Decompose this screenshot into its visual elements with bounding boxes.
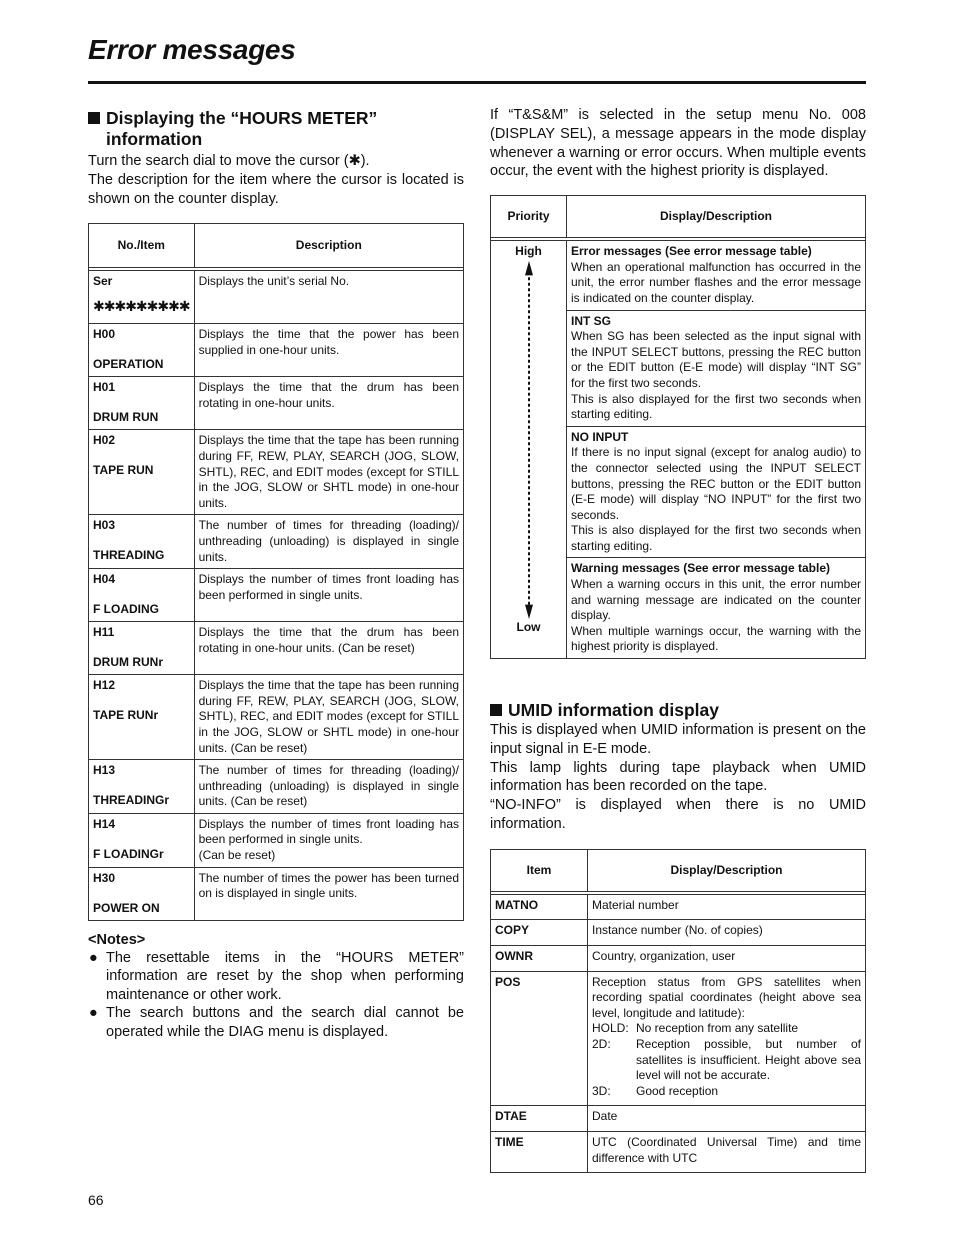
- priority-item-title: Error messages (See error message table): [571, 244, 812, 259]
- description-text: Displays the number of times front loading has been performed in single units.: [198, 816, 459, 847]
- item-name: TAPE RUN: [93, 463, 154, 478]
- umid-description-text: Country, organization, user: [592, 949, 736, 963]
- col-header-no-item: No./Item: [89, 224, 195, 268]
- item-cell: [89, 675, 195, 760]
- table-row: [491, 946, 866, 972]
- col-header-priority: Priority: [491, 196, 567, 238]
- notes: [88, 931, 464, 1042]
- gps-status-value: Reception possible, but number of satellites is insufficient. Height above sea level will not be accurate.: [636, 1036, 861, 1083]
- item-number: H11: [93, 625, 115, 640]
- item-number: H00: [93, 327, 116, 342]
- table-row: [89, 515, 464, 569]
- umid-description-cell: [588, 1106, 866, 1132]
- umid-heading-text: UMID information display: [508, 700, 719, 721]
- priority-item-text: When a warning occurs in this unit, the error number and warning message are indicated on the counter display.: [571, 577, 861, 623]
- item-name: POWER ON: [93, 900, 160, 915]
- item-name: THREADING: [93, 548, 165, 563]
- table-row: [89, 813, 464, 867]
- gps-status-key: 2D:: [592, 1036, 611, 1051]
- title-rule: [88, 81, 866, 84]
- table-row: [89, 430, 464, 515]
- priority-item-title: NO INPUT: [571, 429, 629, 444]
- description-cell: [194, 622, 463, 675]
- item-name: TAPE RUNr: [93, 708, 159, 723]
- item-number: H04: [93, 572, 116, 587]
- umid-heading: [490, 700, 866, 721]
- note-item: [88, 949, 464, 1005]
- table-row: [491, 241, 866, 310]
- umid-table: [490, 849, 866, 1173]
- table-row: [89, 569, 464, 622]
- description-cell: [194, 271, 463, 324]
- item-cell: [89, 622, 195, 675]
- table-row: [89, 271, 464, 324]
- bullet-icon: ●: [89, 1005, 98, 1022]
- description-text: Displays the unit’s serial No.: [198, 274, 350, 289]
- table-row: [491, 971, 866, 1106]
- description-cell: [194, 515, 463, 569]
- umid-description-text: Reception status from GPS satellites when recording spatial coordinates (height above sea level, longitude and latitude):: [592, 974, 861, 1020]
- table-row: [89, 867, 464, 920]
- priority-item-title: INT SG: [571, 313, 612, 328]
- description-text: Displays the time that the tape has been running during FF, REW, PLAY, SEARCH (JOG, SLOW, SHTL), REC, and EDIT modes (except for STILL in the JOG, SLOW or SHTL mode) in one-hour units. (Can be reset): [198, 678, 459, 755]
- priority-item-text: If there is no input signal (except for analog audio) to the connector selected using the INPUT SELECT buttons, pressing the REC button or the EDIT button (E-E mode) will display “NO INPUT” for the first two seconds.: [571, 445, 861, 522]
- umid-p2: This lamp lights during tape playback when UMID information has been recorded on the tape.: [490, 759, 866, 795]
- umid-description-cell: [588, 920, 866, 946]
- item-cell: [89, 324, 195, 377]
- notes-title: <Notes>: [88, 931, 146, 948]
- hours-meter-table: [88, 223, 464, 920]
- description-cell: [194, 430, 463, 515]
- hours-heading-line1: Displaying the “HOURS METER”: [106, 108, 378, 128]
- item-number: H13: [93, 763, 116, 778]
- hours-intro-2: The description for the item where the cursor is located is shown on the counter display.: [88, 171, 464, 207]
- item-cell: [89, 430, 195, 515]
- table-row: [89, 622, 464, 675]
- table-row: [491, 920, 866, 946]
- table-row: [89, 324, 464, 377]
- col-header-display-description: Display/Description: [567, 196, 866, 238]
- umid-description-cell: [588, 971, 866, 1106]
- umid-item-cell: COPY: [491, 920, 588, 946]
- item-cell: [89, 813, 195, 867]
- umid-p1: This is displayed when UMID information is present on the input signal in E-E mode.: [490, 722, 866, 757]
- umid-p3: “NO-INFO” is displayed when there is no UMID information.: [490, 797, 866, 833]
- item-number: Ser: [93, 274, 113, 289]
- description-text: The number of times for threading (loading)/ unthreading (unloading) is displayed in single units. (Can be reset): [198, 763, 459, 809]
- priority-arrow-icon: [522, 261, 536, 619]
- gps-status-entry: [592, 1037, 861, 1084]
- item-cell: [89, 377, 195, 430]
- item-cell: [89, 271, 195, 324]
- bullet-icon: ●: [89, 949, 98, 966]
- gps-status-value: No reception from any satellite: [636, 1021, 799, 1036]
- priority-item-text: This is also displayed for the first two seconds when starting editing.: [571, 391, 861, 422]
- item-name: ✱✱✱✱✱✱✱✱✱: [93, 298, 190, 315]
- description-text: Displays the time that the power has been supplied in one-hour units.: [198, 327, 459, 357]
- umid-item-cell: OWNR: [491, 946, 588, 972]
- hours-table-body: [89, 271, 464, 920]
- item-name: DRUM RUNr: [93, 655, 163, 670]
- gps-status-value: Good reception: [636, 1083, 719, 1098]
- col-header-item: Item: [491, 849, 588, 891]
- table-row: [89, 675, 464, 760]
- description-cell: [194, 813, 463, 867]
- priority-intro: If “T&S&M” is selected in the setup menu No. 008 (DISPLAY SEL), a message appears in the mode display whenever a warning or error occurs. When multiple events occur, the event with the highest priority is displayed.: [490, 107, 866, 180]
- priority-table-body: [491, 241, 866, 659]
- priority-table: [490, 195, 866, 659]
- umid-item-cell: POS: [491, 971, 588, 1106]
- gps-status-key: HOLD:: [592, 1021, 629, 1036]
- description-cell: [194, 569, 463, 622]
- item-number: H30: [93, 870, 116, 885]
- umid-item-cell: TIME: [491, 1131, 588, 1172]
- umid-description-text: Instance number (No. of copies): [592, 923, 763, 938]
- description-text: Displays the time that the drum has been rotating in one-hour units. (Can be reset): [198, 625, 459, 655]
- table-row: [89, 760, 464, 814]
- table-row: [491, 1131, 866, 1172]
- priority-low-label: Low: [516, 619, 541, 634]
- item-name: OPERATION: [93, 357, 164, 372]
- description-cell: [194, 867, 463, 920]
- square-bullet-icon: [88, 112, 100, 124]
- gps-status-entry: [592, 1021, 861, 1037]
- priority-item-title: Warning messages (See error message table): [571, 561, 830, 576]
- priority-scale-wrap: [491, 241, 566, 641]
- item-number: H03: [93, 518, 116, 533]
- table-row: [491, 894, 866, 920]
- gps-status-entry: [592, 1084, 861, 1100]
- item-number: H01: [93, 380, 116, 395]
- description-cell: [194, 377, 463, 430]
- item-name: DRUM RUN: [93, 410, 159, 425]
- note-item: [88, 1004, 464, 1041]
- priority-item-text: This is also displayed for the first two seconds when starting editing.: [571, 523, 861, 553]
- hours-heading-line2: information: [106, 129, 203, 149]
- square-bullet-icon: [490, 704, 502, 716]
- umid-table-body: [491, 894, 866, 1172]
- item-cell: [89, 867, 195, 920]
- umid-description-cell: [588, 946, 866, 972]
- col-header-description: Description: [194, 224, 463, 268]
- note-text: The search buttons and the search dial cannot be operated while the DIAG menu is displayed.: [106, 1005, 464, 1040]
- description-text: The number of times for threading (loading)/ unthreading (unloading) is displayed in single units.: [198, 518, 459, 564]
- description-text: The number of times the power has been turned on is displayed in single units.: [198, 870, 459, 901]
- page-title: Error messages: [88, 34, 296, 65]
- note-text: The resettable items in the “HOURS METER” information are reset by the shop when performing maintenance or other work.: [106, 949, 464, 1003]
- gps-status-key: 3D:: [592, 1083, 611, 1098]
- umid-item-cell: MATNO: [491, 894, 588, 920]
- umid-description-text: Material number: [592, 897, 679, 912]
- description-cell: [194, 760, 463, 814]
- hours-intro-1: Turn the search dial to move the cursor (✱).: [88, 153, 370, 169]
- table-row: [491, 1106, 866, 1132]
- table-row: [89, 377, 464, 430]
- priority-item-text: When multiple warnings occur, the warning with the highest priority is displayed.: [571, 623, 861, 654]
- priority-item-text: When SG has been selected as the input signal with the INPUT SELECT buttons, pressing the REC button or the EDIT button (E-E mode) will display “INT SG” for the first two seconds.: [571, 329, 861, 390]
- priority-description-cell: [567, 241, 866, 310]
- priority-scale: [491, 241, 567, 659]
- umid-description-text: UTC (Coordinated Universal Time) and time difference with UTC: [592, 1134, 861, 1165]
- item-name: THREADINGr: [93, 793, 170, 808]
- description-text: Displays the time that the drum has been rotating in one-hour units.: [198, 380, 459, 410]
- item-name: F LOADING: [93, 602, 159, 617]
- priority-description-cell: [567, 558, 866, 659]
- umid-description-cell: [588, 894, 866, 920]
- priority-high-label: High: [515, 244, 542, 259]
- right-column: [490, 106, 866, 1173]
- col-header-display-description: Display/Description: [588, 849, 866, 891]
- description-cell: [194, 324, 463, 377]
- item-cell: [89, 569, 195, 622]
- item-number: H12: [93, 678, 116, 693]
- umid-description-text: Date: [592, 1109, 618, 1124]
- description-text: Displays the time that the tape has been running during FF, REW, PLAY, SEARCH (JOG, SLOW, SHTL), REC, and EDIT modes (except for STILL in the JOG, SLOW or SHTL mode) in one-hour units.: [198, 433, 459, 510]
- priority-item-text: When an operational malfunction has occurred in the unit, the error number flashes and the error message is indicated on the counter display.: [571, 259, 861, 305]
- umid-item-cell: DTAE: [491, 1106, 588, 1132]
- hours-meter-heading: [88, 108, 464, 150]
- item-cell: [89, 760, 195, 814]
- item-number: H02: [93, 433, 116, 448]
- priority-description-cell: [567, 426, 866, 558]
- item-name: F LOADINGr: [93, 846, 164, 861]
- description-note: (Can be reset): [198, 848, 276, 863]
- item-number: H14: [93, 816, 116, 831]
- umid-description-cell: [588, 1131, 866, 1172]
- page-number: 66: [88, 1192, 104, 1208]
- left-column: [88, 108, 464, 1041]
- description-cell: [194, 675, 463, 760]
- description-text: Displays the number of times front loading has been performed in single units.: [198, 572, 459, 602]
- item-cell: [89, 515, 195, 569]
- priority-description-cell: [567, 310, 866, 426]
